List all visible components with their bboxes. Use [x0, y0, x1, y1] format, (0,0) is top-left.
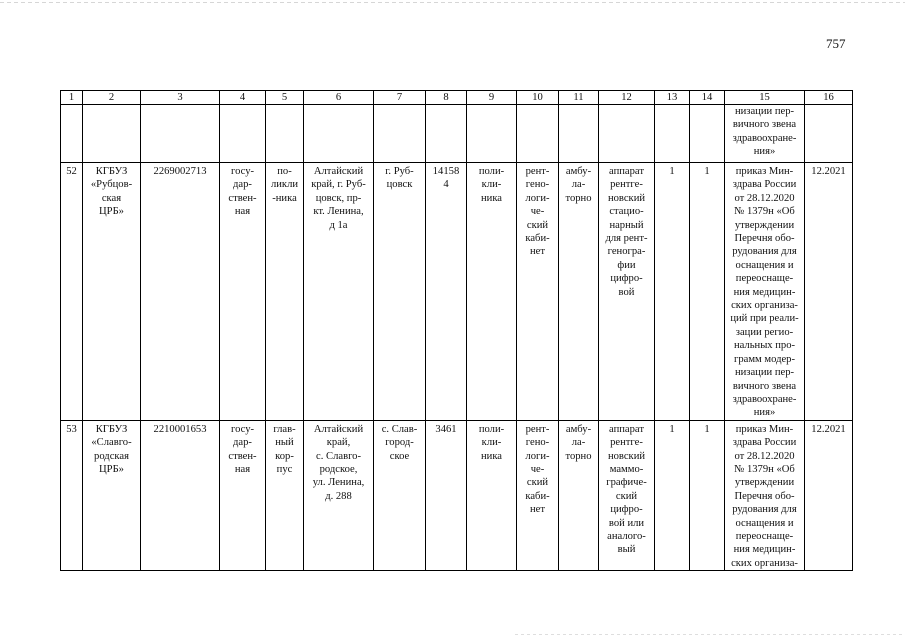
quantity-cell: 1: [690, 420, 725, 570]
col-number: 13: [655, 91, 690, 105]
col-number: 14: [690, 91, 725, 105]
empty-cell: [220, 105, 266, 163]
empty-cell: [690, 105, 725, 163]
address-cell: Алтайский край, с. Славго- родское, ул. Ленина, д. 288: [304, 420, 374, 570]
table-row: [61, 163, 853, 421]
equipment-cell: аппарат рентге- новский стацио- нарный для рент- геногра- фии цифро- вой: [599, 163, 655, 421]
col-number: 5: [266, 91, 304, 105]
data-table: [60, 90, 853, 571]
col-number: 16: [805, 91, 853, 105]
col-number: 4: [220, 91, 266, 105]
col-number: 12: [599, 91, 655, 105]
row-number-cell: 52: [61, 163, 83, 421]
col-number: 2: [83, 91, 141, 105]
table-row: [61, 420, 853, 570]
empty-cell: [374, 105, 426, 163]
quantity-cell: 1: [655, 420, 690, 570]
inn-cell: 2210001653: [141, 420, 220, 570]
department-cell: рент- гено- логи- че- ский каби- нет: [517, 420, 559, 570]
scan-edge-bottom: [515, 634, 905, 635]
col-number: 9: [467, 91, 517, 105]
col-number: 6: [304, 91, 374, 105]
unit-cell: поли- кли- ника: [467, 420, 517, 570]
quantity-cell: 1: [655, 163, 690, 421]
col-number: 3: [141, 91, 220, 105]
empty-cell: [467, 105, 517, 163]
empty-cell: [805, 105, 853, 163]
empty-cell: [655, 105, 690, 163]
row-number-cell: 53: [61, 420, 83, 570]
empty-cell: [599, 105, 655, 163]
department-cell: рент- гено- логи- че- ский каби- нет: [517, 163, 559, 421]
empty-cell: [426, 105, 467, 163]
locality-cell: г. Руб- цовск: [374, 163, 426, 421]
population-cell: 3461: [426, 420, 467, 570]
ownership-cell: госу- дар- ствен- ная: [220, 420, 266, 570]
empty-cell: [83, 105, 141, 163]
empty-cell: [266, 105, 304, 163]
organization-cell: КГБУЗ «Славго- родская ЦРБ»: [83, 420, 141, 570]
basis-cell: приказ Мин- здрава России от 28.12.2020 № 1379н «Об утверждении Перечня обо- рудования для оснащения и переоснаще- ния медицин- ских организа-: [725, 420, 805, 570]
empty-cell: [517, 105, 559, 163]
care-type-cell: амбу- ла- торно: [559, 420, 599, 570]
locality-cell: с. Слав- город- ское: [374, 420, 426, 570]
empty-cell: [304, 105, 374, 163]
population-cell: 14158 4: [426, 163, 467, 421]
care-type-cell: амбу- ла- торно: [559, 163, 599, 421]
building-cell: по- ликли -ника: [266, 163, 304, 421]
organization-cell: КГБУЗ «Рубцов- ская ЦРБ»: [83, 163, 141, 421]
col-number: 8: [426, 91, 467, 105]
col-number: 7: [374, 91, 426, 105]
col-number: 11: [559, 91, 599, 105]
scan-edge-top: [0, 2, 905, 3]
address-cell: Алтайский край, г. Руб- цовск, пр- кт. Ленина, д 1а: [304, 163, 374, 421]
empty-cell: [559, 105, 599, 163]
equipment-cell: аппарат рентге- новский маммо- графиче- ский цифро- вой или аналого- вый: [599, 420, 655, 570]
date-cell: 12.2021: [805, 163, 853, 421]
continuation-row: [61, 105, 853, 163]
quantity-cell: 1: [690, 163, 725, 421]
empty-cell: [141, 105, 220, 163]
ownership-cell: госу- дар- ствен- ная: [220, 163, 266, 421]
date-cell: 12.2021: [805, 420, 853, 570]
col-number: 10: [517, 91, 559, 105]
basis-cell: приказ Мин- здрава России от 28.12.2020 № 1379н «Об утверждении Перечня обо- рудования для оснащения и переоснаще- ния медицин- ских организа- ций при реали- зации регио- нальных про- грамм модер- низации пер- вичного звена здравоохране- ния»: [725, 163, 805, 421]
basis-cell: низации пер- вичного звена здравоохране- ния»: [725, 105, 805, 163]
empty-cell: [61, 105, 83, 163]
column-numbers-row: [61, 91, 853, 105]
unit-cell: поли- кли- ника: [467, 163, 517, 421]
col-number: 1: [61, 91, 83, 105]
inn-cell: 2269002713: [141, 163, 220, 421]
page-number: 757: [826, 36, 846, 51]
col-number: 15: [725, 91, 805, 105]
building-cell: глав- ный кор- пус: [266, 420, 304, 570]
